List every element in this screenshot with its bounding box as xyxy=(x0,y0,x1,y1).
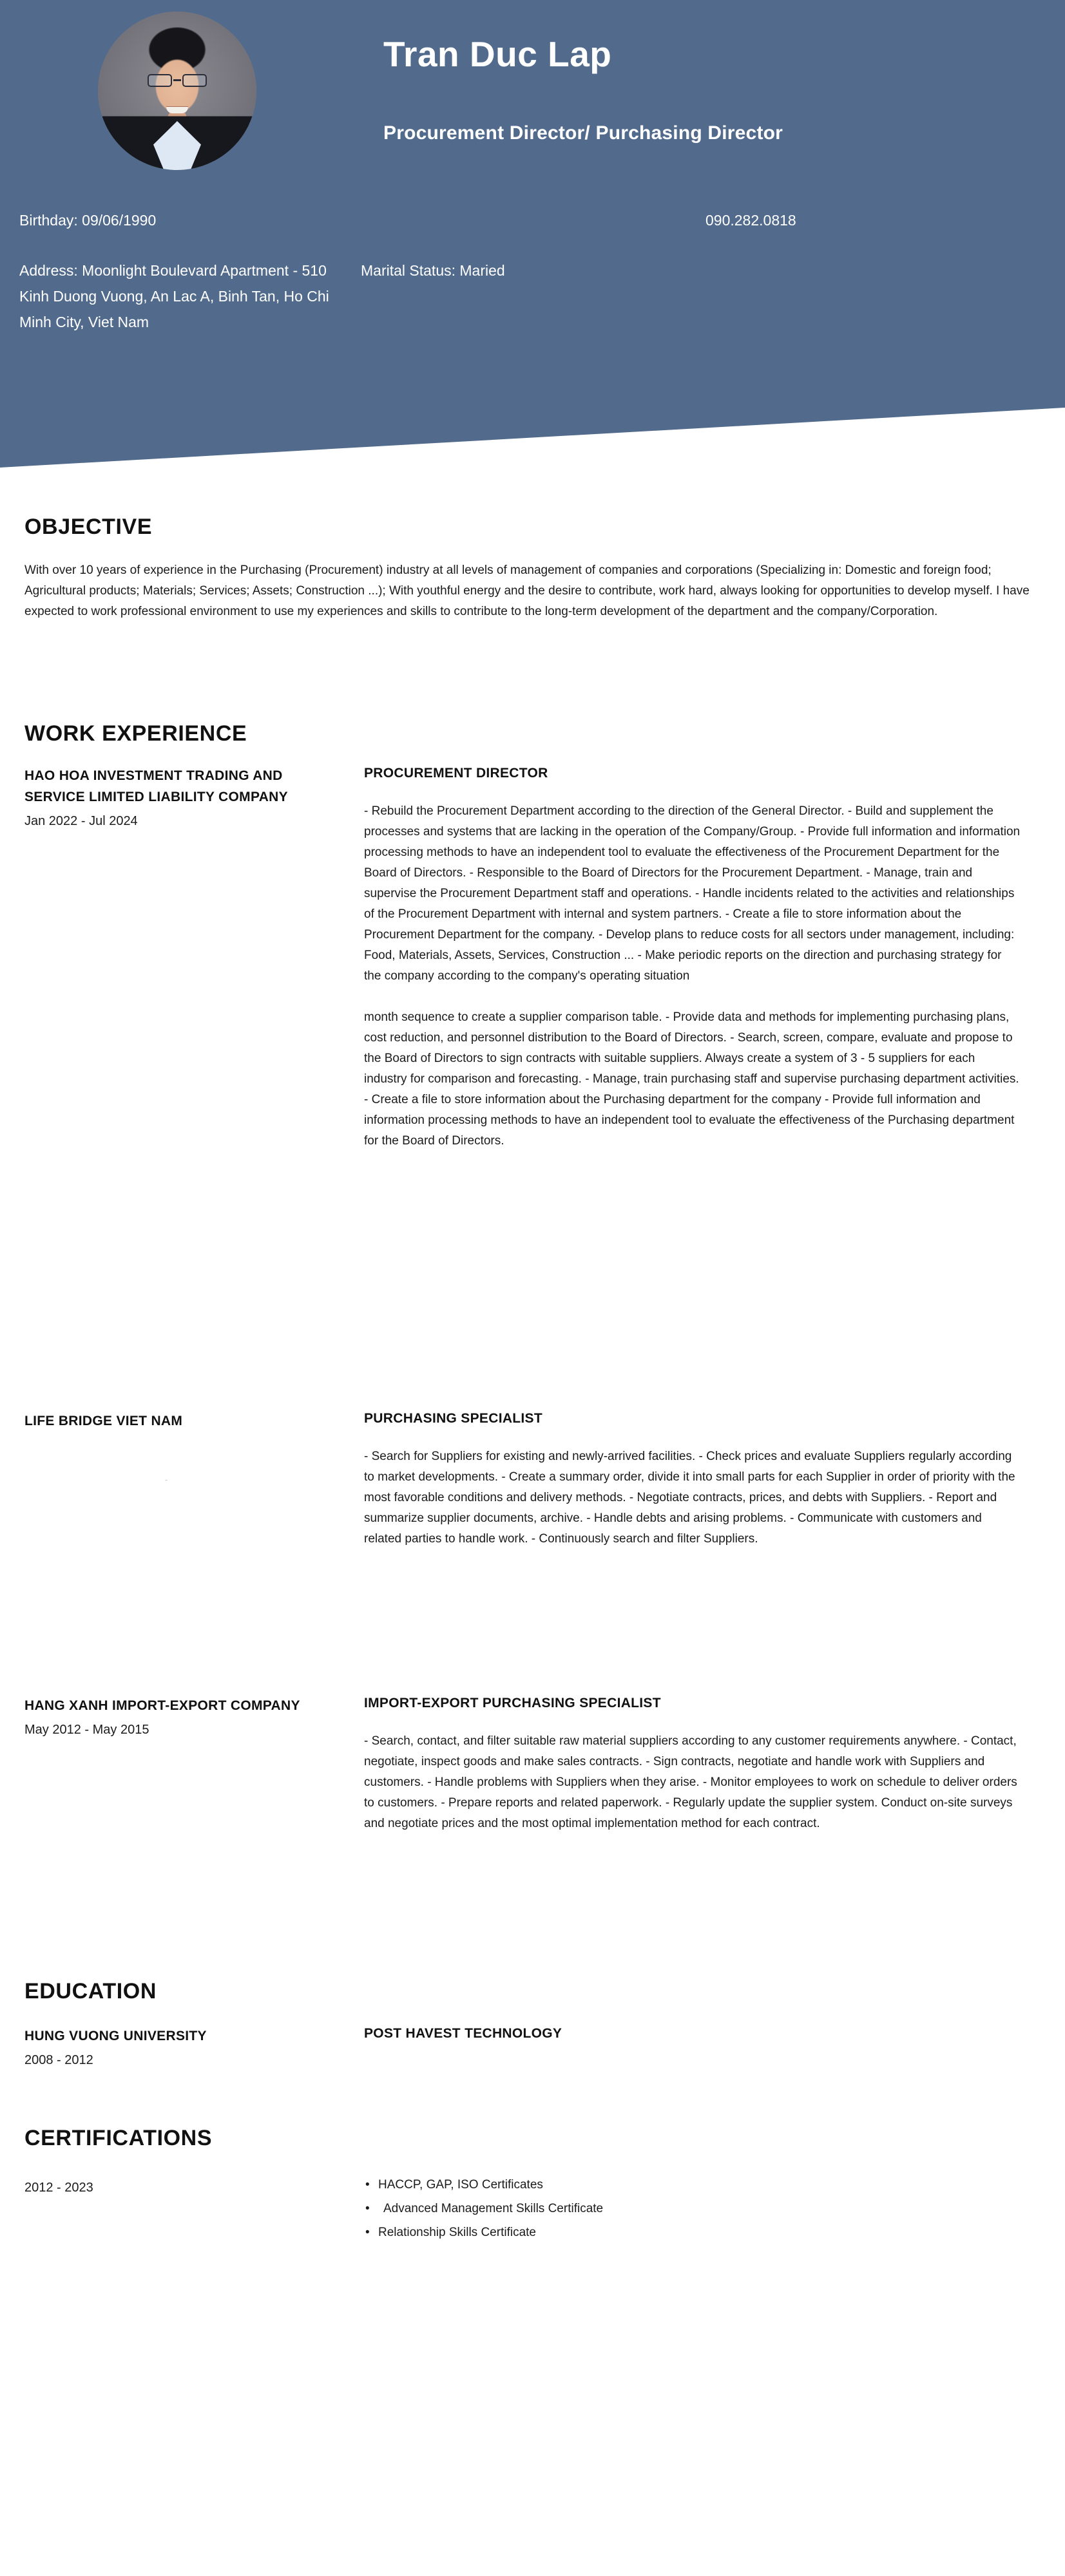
page-title: Tran Duc Lap xyxy=(383,34,612,74)
work-entry-detail-3 xyxy=(364,1694,1021,1834)
list-item: • HACCP, GAP, ISO Certificates xyxy=(364,2173,1021,2197)
section-heading-work-experience: WORK EXPERIENCE xyxy=(24,721,247,746)
education-entry-left xyxy=(24,2025,347,2071)
work-entry-company-1 xyxy=(24,765,347,832)
section-heading-certifications: CERTIFICATIONS xyxy=(24,2126,213,2150)
certification-list xyxy=(364,2173,1021,2244)
employment-dates: May 2012 - May 2015 xyxy=(24,1723,149,1737)
work-entry-company-3 xyxy=(24,1695,347,1741)
work-entry-detail-2 xyxy=(364,1409,1021,1549)
job-responsibilities-block-1: - Search, contact, and filter suitable raw material suppliers according to any customer requirements anywhere. - Contact, negotiate, inspect goods and make sales contracts. - Sign contracts, negotiate and handle work with Suppliers and customers. - Handle problems with Suppliers when they arise. - Monitor employees to work on schedule to deliver orders to customers. - Prepare reports and related paperwork. - Regularly update the supplier system. Conduct on-site surveys and negotiate prices and the most optimal implementation method for each contract. xyxy=(364,1734,1017,1830)
glasses-icon xyxy=(146,74,208,88)
address-text: Address: Moonlight Boulevard Apartment - 510 Kinh Duong Vuong, An Lac A, Binh Tan, Ho Chi Minh City, Viet Nam xyxy=(19,262,329,330)
job-responsibilities-block-1: - Search for Suppliers for existing and newly-arrived facilities. - Check prices and evaluate Suppliers regularly according to market developments. - Create a summary order, divide it into small parts for each Supplier in order of priority with the most favorable conditions and delivery methods. - Negotiate contracts, prices, and debts with Suppliers. - Report and summarize supplier documents, archive. - Handle debts and arising problems. - Communicate with customers and related parties to handle work. - Continuously search and filter Suppliers. xyxy=(364,1450,1015,1546)
education-entry-right xyxy=(364,2024,1021,2043)
school-name: HUNG VUONG UNIVERSITY xyxy=(24,2029,207,2043)
objective-text: With over 10 years of experience in the Purchasing (Procurement) industry at all levels of management of companies and corporations (Specializing in: Domestic and foreign food; Agricultural products; Materials; Services; Assets; Construction ...); With youthful energy and the desire to contribute, work hard, always looking for opportunities to develop myself. I have expected to work professional environment to use my experiences and skills to contribute to the long-term development of the department and the company/Corporation. xyxy=(24,564,1030,618)
marital-status-text: Marital Status: Maried xyxy=(361,262,505,279)
job-title: Procurement Director/ Purchasing Director xyxy=(383,122,783,144)
resume-header xyxy=(0,0,1065,477)
employment-dates: - xyxy=(165,1475,168,1484)
job-role-title: PROCUREMENT DIRECTOR xyxy=(364,766,548,781)
employment-dates: Jan 2022 - Jul 2024 xyxy=(24,814,138,828)
education-dates: 2008 - 2012 xyxy=(24,2053,93,2067)
phone-text: 090.282.0818 xyxy=(705,212,796,229)
section-heading-education: EDUCATION xyxy=(24,1979,157,2003)
paragraph-gap xyxy=(364,987,1021,1007)
smile-shape xyxy=(166,107,188,113)
section-heading-objective: OBJECTIVE xyxy=(24,515,153,539)
company-name: HANG XANH IMPORT-EXPORT COMPANY xyxy=(24,1698,300,1713)
job-role-title: PURCHASING SPECIALIST xyxy=(364,1411,542,1426)
work-entry-detail-1 xyxy=(364,764,1021,1151)
company-name: LIFE BRIDGE VIET NAM xyxy=(24,1414,183,1428)
list-item: • Relationship Skills Certificate xyxy=(364,2221,1021,2244)
job-responsibilities-block-2: month sequence to create a supplier comparison table. - Provide data and methods for implementing purchasing plans, cost reduction, and personnel distribution to the Board of Directors. - Search, screen, compare, evaluate and propose to the Board of Directors to sign contracts with suitable suppliers. Always create a system of 3 - 5 suppliers for each industry for comparison and forecasting. - Manage, train purchasing staff and supervise purchasing department activities. - Create a file to store information about the Purchasing department for the company - Provide full information and information processing methods to have an independent tool to evaluate the effectiveness of the Purchasing department for the Board of Directors. xyxy=(364,1010,1019,1148)
certifications-list-block xyxy=(364,2173,1021,2244)
job-role-title: IMPORT-EXPORT PURCHASING SPECIALIST xyxy=(364,1696,661,1710)
education-program: POST HAVEST TECHNOLOGY xyxy=(364,2026,562,2041)
certifications-dates-block xyxy=(24,2177,347,2199)
job-responsibilities-block-1: - Rebuild the Procurement Department according to the direction of the General Director. - Build and supplement the processes and systems that are lacking in the operation of the Company/Group. - Provide full information and information processing methods to have an independent tool to evaluate the effectiveness of the Procurement Department for the Board of Directors. - Responsible to the Board of Directors for the Procurement Department. - Manage, train and supervise the Procurement Department staff and operations. - Handle incidents related to the activities and relationships of the Procurement Department with internal and system partners. - Create a file to store information about the Procurement Department for the company. - Develop plans to reduce costs for all sectors under management, including: Food, Materials, Assets, Services, Construction ... - Make periodic reports on the direction and purchasing strategy for the company according to the company's operating situation xyxy=(364,804,1021,983)
certification-dates: 2012 - 2023 xyxy=(24,2181,93,2195)
birthday-text: Birthday: 09/06/1990 xyxy=(19,212,157,229)
company-name: HAO HOA INVESTMENT TRADING AND SERVICE LIMITED LIABILITY COMPANY xyxy=(24,768,288,804)
list-item: • Advanced Management Skills Certificate xyxy=(364,2197,1021,2221)
avatar xyxy=(98,12,256,170)
work-entry-company-2 xyxy=(24,1410,347,1484)
